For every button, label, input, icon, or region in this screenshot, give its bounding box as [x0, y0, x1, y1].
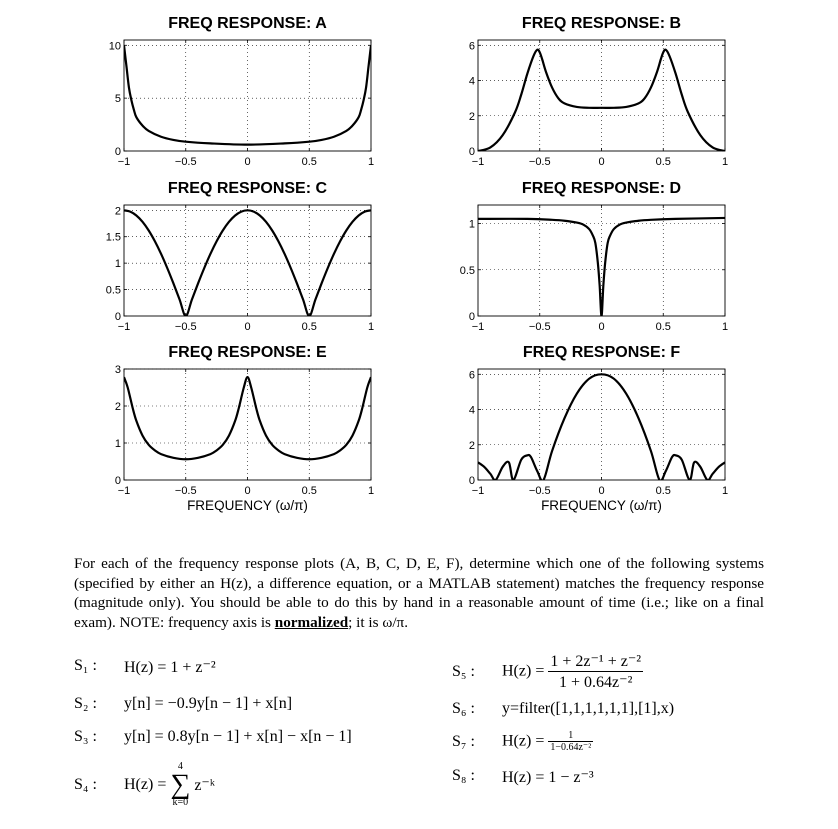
sum-upper-limit: 4 [177, 761, 183, 772]
chart-c-xtick-label: 1 [367, 321, 375, 333]
chart-b-title: FREQ RESPONSE: B [521, 15, 682, 32]
chart-c-title: FREQ RESPONSE: C [167, 180, 328, 197]
chart-c-xtick-label: 0.5 [301, 321, 317, 333]
equation-lhs: H(z) = [124, 776, 167, 793]
sum-term: z⁻ᵏ [194, 777, 215, 794]
problem-text: For each of the frequency response plots (A, B, C, D, E, F), determine which one of the following systems (specified by either an H(z), a difference equation, or a MATLAB statement) matches the frequency response (magnitude only). You should be able to do this by hand in a reasonable amount of time (i.e.; like on a final exam). NOTE: frequency axis is [74, 555, 764, 631]
chart-c-ytick-label: 1 [114, 258, 121, 271]
chart-f-ytick-label: 0 [468, 475, 475, 487]
chart-f-ytick-label: 6 [468, 369, 475, 382]
chart-c-ytick-label: 2 [114, 205, 121, 218]
chart-b-ytick-label: 4 [468, 75, 475, 88]
system-label: S₆ : [452, 700, 475, 717]
chart-f-xtick-label: −0.5 [528, 485, 551, 497]
chart-f-xtick-label: 1 [721, 485, 729, 497]
chart-d-ytick-label: 0 [468, 311, 475, 323]
chart-c-xtick-label: −1 [117, 321, 131, 333]
system-s3 [74, 728, 352, 746]
chart-b-xtick-label: −0.5 [528, 156, 551, 168]
chart-f [469, 344, 728, 513]
chart-e-ytick-label: 0 [114, 475, 121, 487]
system-label: S₁ : [74, 657, 97, 674]
chart-c-ytick-label: 0.5 [105, 284, 121, 297]
chart-a-xtick-label: 1 [367, 156, 375, 168]
equation-lhs: H(z) = [502, 732, 545, 750]
chart-d-ytick-label: 0.5 [459, 264, 475, 277]
numerator: 1 [548, 730, 593, 742]
chart-c [106, 180, 374, 333]
chart-b-xtick-label: 1 [721, 156, 729, 168]
normalized-emphasis: normalized [274, 613, 349, 631]
chart-c-ytick-label: 0 [114, 311, 121, 323]
chart-e-ytick-label: 1 [114, 438, 121, 450]
denominator: 1 + 0.64z⁻² [559, 674, 633, 691]
system-label: S₅ : [452, 663, 475, 680]
chart-b-xtick-label: 0.5 [655, 156, 671, 168]
chart-f-ytick-label: 2 [468, 439, 475, 452]
chart-e-title: FREQ RESPONSE: E [168, 344, 327, 361]
system-equation: H(z) = 1 − z⁻³ [502, 769, 594, 786]
system-equation: y[n] = 0.8y[n − 1] + x[n] − x[n − 1] [124, 728, 352, 745]
chart-d-xtick-label: −1 [471, 321, 485, 333]
system-s1 [74, 657, 216, 676]
chart-d [460, 180, 728, 333]
chart-a-xtick-label: 0 [244, 156, 251, 168]
chart-a-ytick-label: 5 [114, 93, 121, 106]
chart-e-xlabel: FREQUENCY (ω/π) [187, 498, 308, 513]
chart-f-xtick-label: 0.5 [655, 485, 671, 497]
system-equation [502, 651, 643, 692]
system-s6 [452, 700, 675, 718]
chart-a-xtick-label: −1 [117, 156, 131, 168]
chart-f-curve [478, 374, 725, 480]
chart-d-xtick-label: 0 [598, 321, 605, 333]
system-s7 [452, 730, 592, 753]
chart-a-title: FREQ RESPONSE: A [168, 15, 327, 32]
fraction [548, 730, 593, 753]
problem-statement [74, 554, 764, 632]
problem-text-end: ; it is ω/π. [348, 613, 409, 631]
chart-b [469, 15, 728, 168]
numerator: 1 + 2z⁻¹ + z⁻² [550, 653, 642, 670]
equation-lhs: H(z) = [502, 662, 545, 680]
chart-b-ytick-label: 0 [468, 146, 475, 158]
sum-symbol: ∑ [170, 769, 191, 800]
system-label: S₂ : [74, 695, 97, 712]
chart-e-xtick-label: −0.5 [174, 485, 197, 497]
chart-b-ytick-label: 6 [468, 40, 475, 53]
chart-a-ytick-label: 10 [108, 40, 121, 53]
system-equation [502, 730, 593, 753]
chart-a [109, 15, 374, 168]
system-label: S₃ : [74, 728, 97, 745]
chart-a-ytick-label: 0 [114, 146, 121, 158]
chart-b-ytick-label: 2 [468, 110, 475, 123]
chart-e-ytick-label: 2 [114, 401, 121, 413]
chart-d-xtick-label: −0.5 [528, 321, 551, 333]
system-label: S₄ : [74, 776, 97, 793]
system-label: S₇ : [452, 733, 475, 750]
chart-b-xtick-label: −1 [471, 156, 485, 168]
chart-f-xtick-label: 0 [598, 485, 605, 497]
chart-c-xtick-label: 0 [244, 321, 251, 333]
summation [170, 762, 190, 808]
fraction [548, 651, 643, 692]
chart-f-xtick-label: −1 [471, 485, 485, 497]
system-s2 [74, 695, 293, 713]
system-equation: y[n] = −0.9y[n − 1] + x[n] [124, 695, 293, 712]
chart-d-title: FREQ RESPONSE: D [521, 180, 682, 197]
chart-a-xtick-label: −0.5 [174, 156, 197, 168]
system-equation: H(z) = 1 + z⁻² [124, 659, 216, 676]
chart-d-curve [478, 218, 725, 316]
chart-f-title: FREQ RESPONSE: F [522, 344, 681, 361]
system-label: S₈ : [452, 767, 475, 784]
system-equation [124, 762, 215, 808]
chart-b-xtick-label: 0 [598, 156, 605, 168]
chart-e-xtick-label: −1 [117, 485, 131, 497]
chart-f-xlabel: FREQUENCY (ω/π) [541, 498, 662, 513]
chart-c-curve [124, 210, 371, 316]
chart-c-ytick-label: 1.5 [105, 231, 121, 244]
sum-lower-limit: k=0 [172, 797, 189, 808]
chart-d-ytick-label: 1 [468, 218, 475, 231]
chart-c-xtick-label: −0.5 [174, 321, 197, 333]
chart-d-xtick-label: 0.5 [655, 321, 671, 333]
chart-e-xtick-label: 1 [367, 485, 375, 497]
chart-e [115, 344, 374, 513]
denominator: 1−0.64z⁻² [550, 742, 592, 753]
chart-e-xtick-label: 0 [244, 485, 251, 497]
chart-e-xtick-label: 0.5 [301, 485, 317, 497]
chart-a-xtick-label: 0.5 [301, 156, 317, 168]
chart-e-ytick-label: 3 [114, 364, 121, 376]
chart-d-xtick-label: 1 [721, 321, 729, 333]
system-s8 [452, 767, 594, 786]
system-equation: y=filter([1,1,1,1,1,1],[1],x) [502, 700, 675, 717]
chart-f-ytick-label: 4 [468, 404, 475, 417]
